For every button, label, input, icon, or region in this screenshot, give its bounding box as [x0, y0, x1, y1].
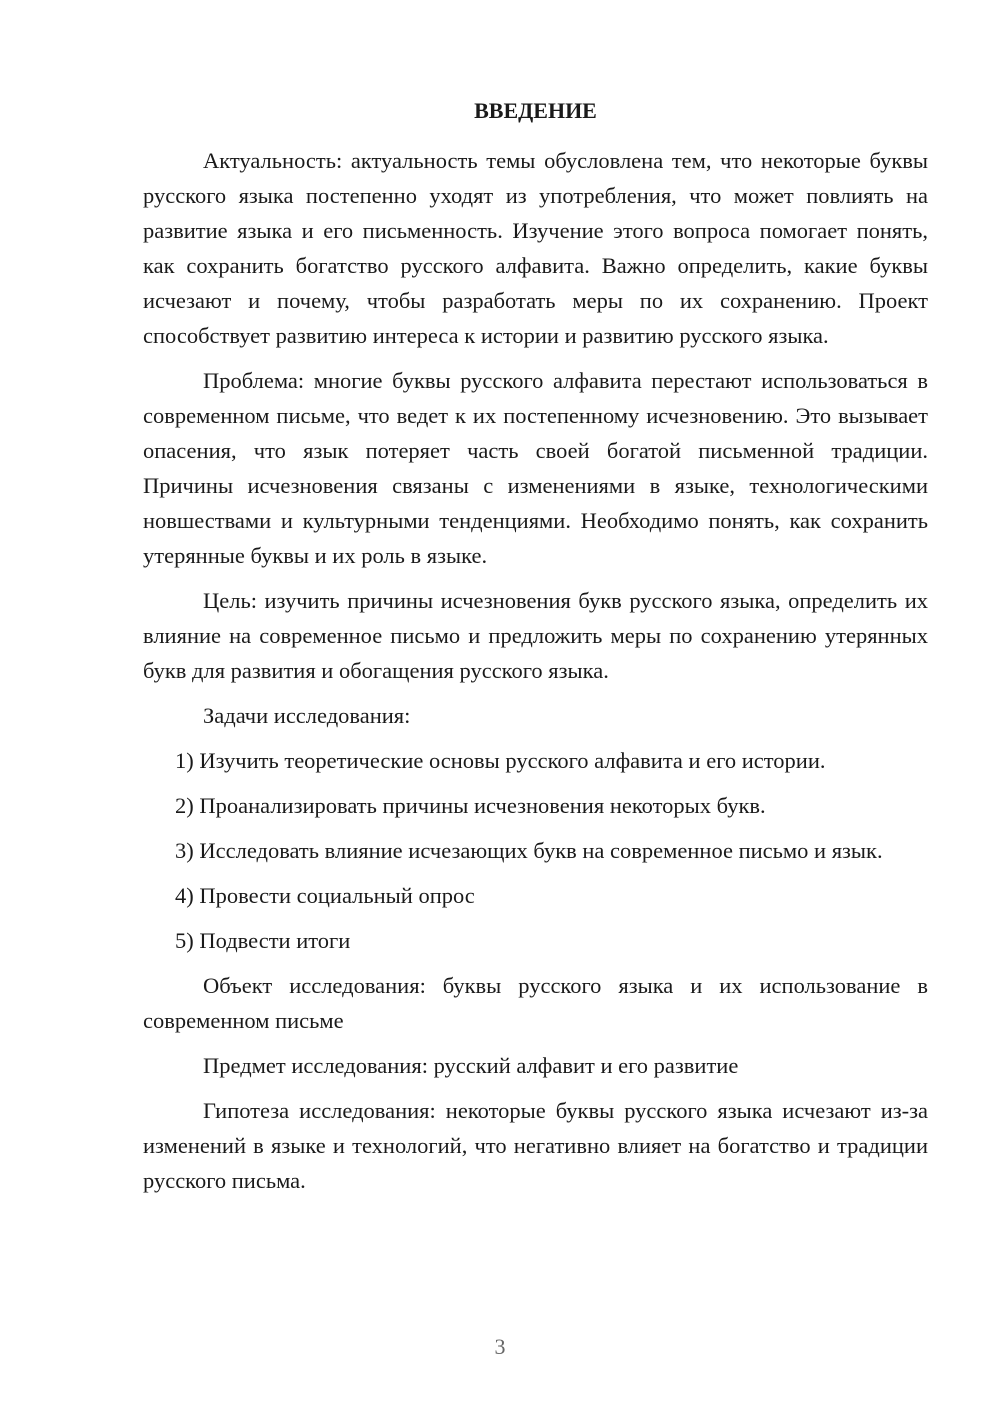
page-number: 3	[494, 1334, 506, 1359]
task-item: 1) Изучить теоретические основы русского алфавита и его истории.	[175, 748, 826, 773]
problem-paragraph: Проблема: многие буквы русского алфавита перестают использоваться в современном письме, что ведет к их постепенному исчезновению. Это вызывает опасения, что язык потеряет часть своей богатой письменной традиции. Причины исчезновения связаны с изменениями в языке, технологическими новшествами и культурными тенденциями. Необходимо понять, как сохранить утерянные буквы и их роль в языке.	[143, 368, 928, 568]
tasks-heading: Задачи исследования:	[203, 703, 411, 728]
page-title: ВВЕДЕНИЕ	[474, 98, 597, 123]
task-item: 2) Проанализировать причины исчезновения некоторых букв.	[175, 793, 766, 818]
object-paragraph: Объект исследования: буквы русского языка и их использование в современном письме	[143, 973, 928, 1033]
task-item: 4) Провести социальный опрос	[175, 883, 475, 908]
task-item: 3) Исследовать влияние исчезающих букв на современное письмо и язык.	[175, 838, 883, 863]
task-item: 5) Подвести итоги	[175, 928, 351, 953]
goal-paragraph: Цель: изучить причины исчезновения букв русского языка, определить их влияние на современное письмо и предложить меры по сохранению утерянных букв для развития и обогащения русского языка.	[143, 588, 928, 683]
subject-paragraph: Предмет исследования: русский алфавит и его развитие	[203, 1053, 739, 1078]
hypothesis-paragraph: Гипотеза исследования: некоторые буквы русского языка исчезают из-за изменений в языке и технологий, что негативно влияет на богатство и традиции русского письма.	[143, 1098, 928, 1193]
relevance-paragraph: Актуальность: актуальность темы обусловлена тем, что некоторые буквы русского языка постепенно уходят из употребления, что может повлиять на развитие языка и его письменность. Изучение этого вопроса помогает понять, как сохранить богатство русского алфавита. Важно определить, какие буквы исчезают и почему, чтобы разработать меры по их сохранению. Проект способствует развитию интереса к истории и развитию русского языка.	[143, 148, 928, 348]
document-body	[143, 143, 928, 1208]
